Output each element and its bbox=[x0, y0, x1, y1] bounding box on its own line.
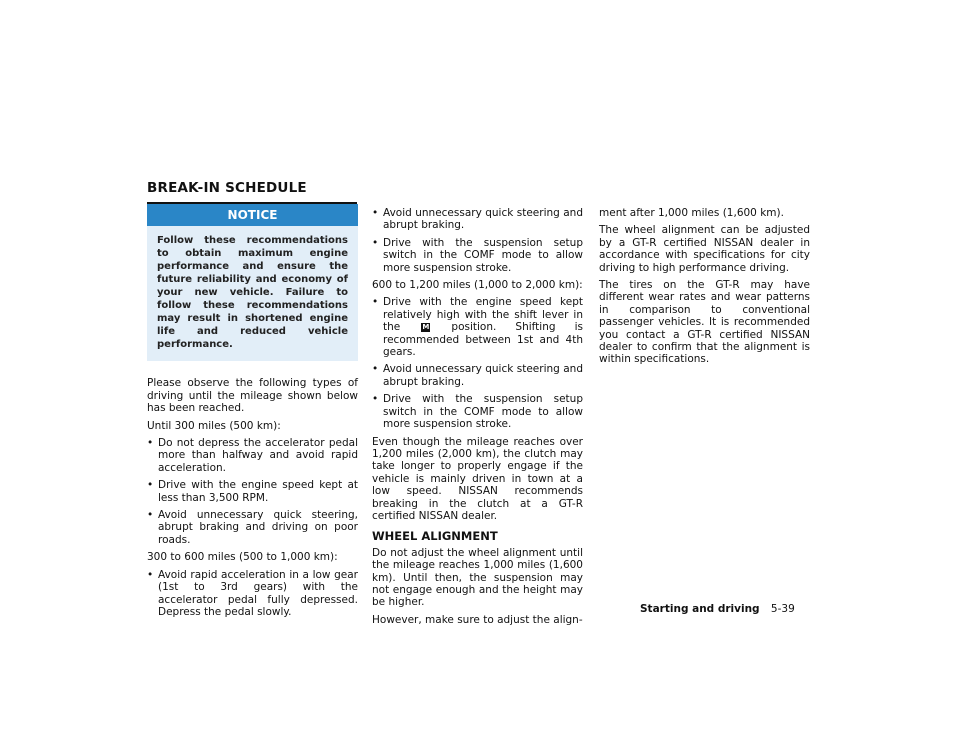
notice-box bbox=[147, 204, 358, 361]
page-number: 5-39 bbox=[770, 603, 795, 615]
wheel-paragraph: Do not adjust the wheel alignment until the mileage reaches 1,000 miles (1,600 km). Until then, the suspension may not engage enough and the height may be higher. bbox=[372, 546, 583, 609]
phase-heading: Until 300 miles (500 km): bbox=[147, 419, 281, 432]
wheel-paragraph: However, make sure to adjust the align- bbox=[372, 613, 583, 626]
list-item: • Drive with the suspension setup switch in the COMF mode to allow more suspension stroke. bbox=[372, 393, 583, 430]
list-item-text: Drive with the engine speed kept relatively high with the shift lever in the bbox=[383, 296, 583, 334]
wheel-alignment-heading: WHEEL ALIGNMENT bbox=[372, 529, 498, 544]
paragraph: The tires on the GT-R may have different wear rates and wear patterns in comparison to conventional passenger vehicles. It is recommended you contact a GT-R certified NISSAN dealer to confirm that the alignment is within specifications. bbox=[599, 279, 810, 366]
column-1 bbox=[147, 204, 358, 623]
intro-paragraph: Please observe the following types of driving until the mileage shown below has been reached. bbox=[147, 377, 358, 415]
section-heading: BREAK-IN SCHEDULE bbox=[147, 180, 357, 204]
list-item: • Drive with the suspension setup switch in the COMF mode to allow more suspension stroke. bbox=[372, 237, 583, 274]
list-item: • Avoid unnecessary quick steering and abrupt braking. bbox=[372, 363, 583, 388]
list-item: • Drive with the engine speed kept at less than 3,500 RPM. bbox=[147, 479, 358, 504]
page-footer bbox=[640, 603, 795, 615]
list-item: • Do not depress the accelerator pedal more than halfway and avoid rapid acceleration. bbox=[147, 437, 358, 474]
list-item bbox=[372, 296, 583, 358]
footer-section: Starting and driving bbox=[640, 603, 760, 615]
bullet-list bbox=[372, 296, 583, 430]
phase-heading: 300 to 600 miles (500 to 1,000 km): bbox=[147, 551, 338, 564]
manual-mode-icon: M bbox=[422, 322, 430, 331]
notice-text: Follow these recommendations to obtain maximum engine performance and ensure the future reliability and economy of your new vehicle. Failure to follow these recommendations may result in shortened engine life and reduced vehicle performance. bbox=[157, 235, 348, 351]
list-item: • Avoid rapid acceleration in a low gear (1st to 3rd gears) with the accelerator pedal fully depressed. Depress the pedal slowly. bbox=[147, 569, 358, 619]
list-item: • Avoid unnecessary quick steering, abrupt braking and driving on poor roads. bbox=[147, 509, 358, 546]
paragraph: The wheel alignment can be adjusted by a GT-R certified NISSAN dealer in accordance with specifications for city driving to high performance driving. bbox=[599, 224, 810, 274]
phase-heading: 600 to 1,200 miles (1,000 to 2,000 km): bbox=[372, 279, 583, 292]
column-2 bbox=[372, 207, 583, 631]
notice-title: NOTICE bbox=[147, 204, 358, 226]
bullet-list bbox=[147, 437, 358, 546]
bullet-list bbox=[147, 569, 358, 619]
list-item: • Avoid unnecessary quick steering and abrupt braking. bbox=[372, 207, 583, 232]
list-item-text: position. Shifting is recommended between 1st and 4th gears. bbox=[383, 321, 584, 359]
column-3 bbox=[599, 207, 810, 371]
paragraph: ment after 1,000 miles (1,600 km). bbox=[599, 207, 784, 219]
clutch-paragraph: Even though the mileage reaches over 1,200 miles (2,000 km), the clutch may take longer to properly engage if the vehicle is mainly driven in town at a low speed. NISSAN recommends breaking in the clutch at a GT-R certified NISSAN dealer. bbox=[372, 435, 583, 522]
bullet-list bbox=[372, 207, 583, 274]
